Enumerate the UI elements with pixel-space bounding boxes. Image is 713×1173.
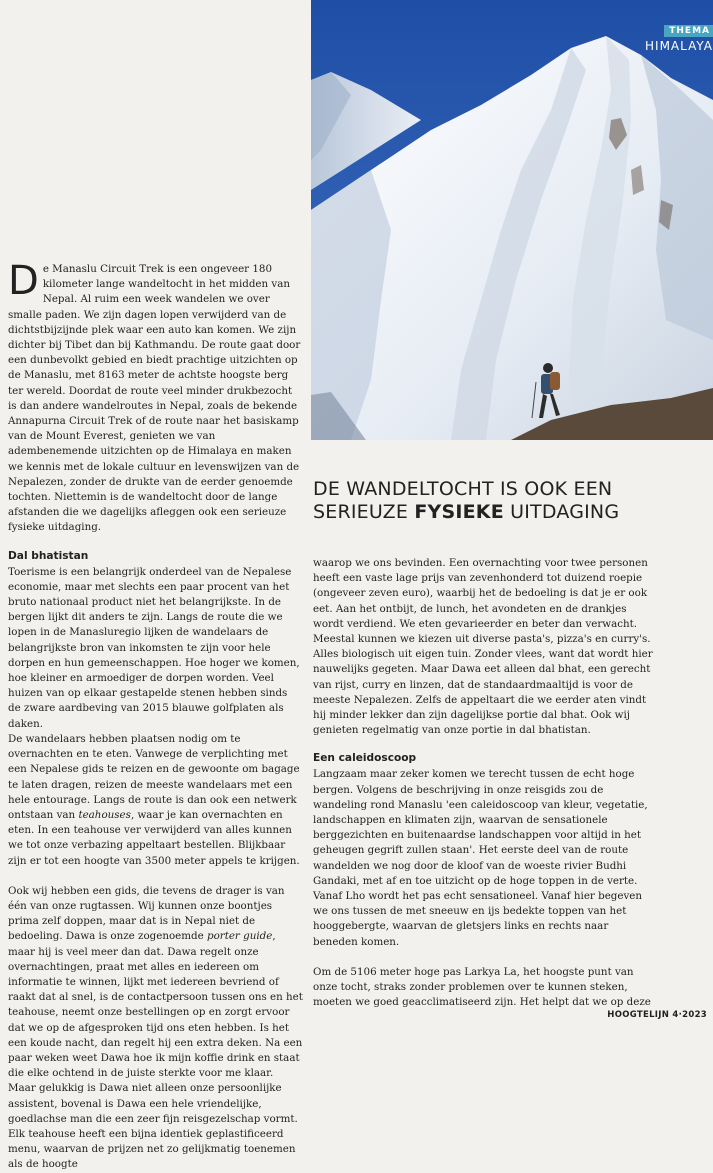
paragraph-plaatsen-a: De wandelaars hebben plaatsen nodig om te overnachten en te eten. Vanwege de verplichting met een Nepalese gids te reizen en de gewoonte om bagage te laten dragen, reizen de meeste wandelaars met een hele entourage. Langs de route is dan ook een netwerk ontstaan van: [8, 732, 300, 821]
paragraph-pas: Om de 5106 meter hoge pas Larkya La, het hoogste punt van onze tocht, straks zonder problemen over te kunnen steken, moeten we goed geacclimatiseerd zijn. Het helpt dat we op deze: [313, 965, 651, 1009]
intro-paragraph: [8, 258, 303, 536]
mountain-illustration: [311, 0, 713, 440]
intro-text: e Manaslu Circuit Trek is een ongeveer 180 kilometer lange wandeltocht in het midden van Nepal. Al ruim een week wandelen we over smalle paden. We zijn dagen lopen verwijderd van de dichtstbijzijnde plek waar een auto kan komen. We zijn dichter bij Tibet dan bij Kathmandu. De route gaat door een dunbevolkt gebied en biedt prachtige uitzichten op de Manaslu, met 8163 meter de achtste hoogste berg ter wereld. Doordat de route veel minder drukbezocht is dan andere wandelroutes in Nepal, zoals de bekende Annapurna Circuit Trek of de route naar het basiskamp van de Mount Everest, genieten we van adembenemende uitzichten op de Himalaya en maken we kennis met de lokale cultuur en levenswijzen van de Nepalezen, zonder de drukte van de eerder genoemde tochten. Niettemin is de wandeltocht door de lange afstanden die we dagelijks afleggen ook een serieuze fysieke uitdaging.: [8, 263, 301, 534]
dropcap: D: [8, 258, 39, 304]
paragraph-gids-b: , maar hij is veel meer dan dat. Dawa regelt onze overnachtingen, praat met alles en iedereen om informatie te winnen, lijkt met iedereen bevriend of raakt dat al snel, is de contactpersoon tussen ons en het teahouse, neemt onze bestellingen op en zorgt ervoor dat we op de afgesproken tijd ons eten hebben. Is het een koude nacht, dan regelt hij een extra deken. Na een paar weken weet Dawa hoe ik mijn koffie drink en staat die elke ochtend in de juiste sterkte voor me klaar. Maar gelukkig is Dawa niet alleen onze persoonlijke assistent, bovenal is Dawa een hele vriendelijke, goedlachse man die een zeer fijn reisgezelschap vormt.: [8, 930, 303, 1125]
pull-quote-line-2: [313, 501, 708, 524]
pull-quote-bold: FYSIEKE: [414, 501, 504, 523]
paragraph-plaatsen-b: , waar je kan overnachten en eten. In een teahouse ver verwijderd van alles kunnen we tot onze verbazing appeltaart bestellen. Blijkbaar zijn er tot een hoogte van 3500 meter appels te krijgen.: [8, 808, 300, 867]
pull-quote: [313, 478, 708, 524]
heading-dal-bhatistan: Dal bhatistan: [8, 549, 89, 562]
section-tag: THEMA: [664, 25, 713, 37]
paragraph-langzaam: Langzaam maar zeker komen we terecht tussen de echt hoge bergen. Volgens de beschrijving in onze reisgids zou de wandeling rond Manaslu 'een caleidoscoop van kleur, vegetatie, landschappen en klimaten zijn, waarvan de sensationele berggezichten en buitenaardse landschappen voor altijd in het geheugen gegrift zullen staan'. Het eerste deel van de route wandelden we nog door de kloof van de woeste rivier Budhi Gandaki, met af en toe uitzicht op de hoge toppen in de verte. Vanaf Lho wordt het pas echt sensationeel. Vanaf hier begeven we ons tussen de met sneeuw en ijs bedekte toppen van het hooggebergte, waarvan de gletsjers links en rechts naar beneden komen.: [313, 768, 648, 948]
heading-caleidoscoop: Een caleidoscoop: [313, 752, 417, 765]
pull-quote-part-a: SERIEUZE: [313, 501, 415, 523]
paragraph-plaatsen: [8, 732, 303, 869]
paragraph-waarop: waarop we ons bevinden. Een overnachting voor twee personen heeft een vaste lage prijs van zevenhonderd tot duizend roepie (ongeveer zeven euro), waarbij het de bedoeling is dat je er ook eet. Aan het ontbijt, de lunch, het avondeten en de drankjes wordt verdiend. We eten gevarieerder en beter dan verwacht. Meestal kunnen we kiezen uit diverse pasta's, pizza's en curry's. Alles biologisch uit eigen tuin. Zonder vlees, want dat wordt hier nauwelijks gegeten. Maar Dawa eet alleen dal bhat, een gerecht van rijst, curry en linzen, dat de standaardmaaltijd is voor de meeste Nepalezen. Zelfs de appeltaart die we eerder aten vindt hij minder lekker dan zijn dagelijkse portie dal bhat. Ook wij genieten regelmatig van onze portie in dal bhatistan.: [313, 557, 653, 737]
pull-quote-line-1: DE WANDELTOCHT IS OOK EEN: [313, 478, 613, 500]
right-column: [313, 556, 655, 1010]
paragraph-gids: [8, 884, 303, 1127]
paragraph-plaatsen-em: teahouses: [78, 808, 131, 821]
section-subtitle: HIMALAYA: [645, 39, 713, 53]
footer-magazine: HOOGTELIJN 4·2023: [607, 1010, 707, 1020]
paragraph-menu: Elk teahouse heeft een bijna identiek geplastificeerd menu, waarvan de prijzen net zo gelijkmatig toenemen als de hoogte: [8, 1127, 296, 1171]
paragraph-gids-em: porter guide: [206, 930, 273, 943]
left-column: [8, 258, 303, 1173]
paragraph-toerisme: Toerisme is een belangrijk onderdeel van de Nepalese economie, maar met slechts een paar procent van het bruto nationaal product niet het belangrijkste. In de bergen lijkt dit anders te zijn. Langs de route die we lopen in de Manasluregio lijken de wandelaars de belangrijkste bron van inkomsten te zijn voor hele dorpen en hun gemeenschappen. Hoe hoger we komen, hoe kleiner en armoediger de dorpen worden. Veel huizen van op elkaar gestapelde stenen hebben sinds de zware aardbeving van 2015 blauwe golfplaten als daken.: [8, 565, 300, 730]
paragraph-gids-a: Ook wij hebben een gids, die tevens de drager is van één van onze rugtassen. Wij kunnen onze boontjes prima zelf doppen, maar dat is in Nepal niet de bedoeling. Dawa is onze zogenoemde: [8, 884, 285, 943]
pull-quote-part-b: UITDAGING: [503, 501, 620, 523]
section-label: [645, 18, 713, 53]
mountain-photo: [311, 0, 713, 440]
